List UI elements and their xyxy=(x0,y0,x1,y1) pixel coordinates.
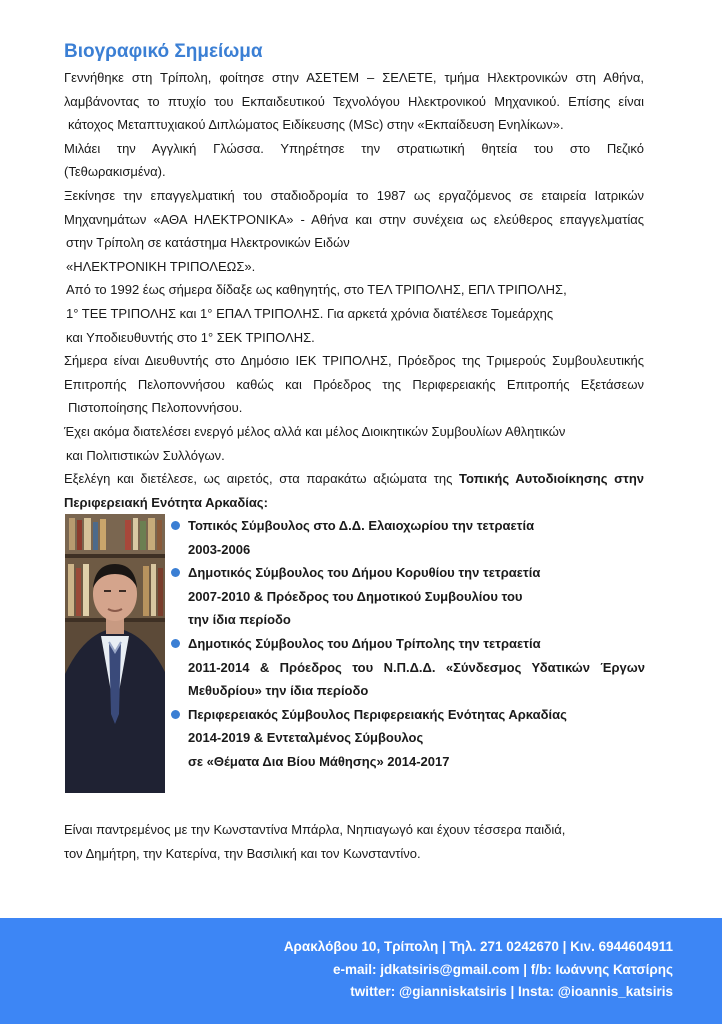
text-line: Πιστοποίησης Πελοποννήσου. xyxy=(68,400,243,416)
text-line: Μηχανημάτων «ΑΘΑ ΗΛΕΚΤΡΟΝΙΚΑ» - Αθήνα και στην συνέχεια ως ελεύθερος επαγγελματίας xyxy=(64,211,644,227)
text-line: Είναι παντρεμένος με την Κωνσταντίνα Μπάρλα, Νηπιαγωγό και έχουν τέσσερα παιδιά, xyxy=(64,822,566,837)
text-line: Από το 1992 έως σήμερα δίδαξε ως καθηγητής, στο ΤΕΛ ΤΡΙΠΟΛΗΣ, ΕΠΛ ΤΡΙΠΟΛΗΣ, xyxy=(66,282,567,298)
text-line: Έχει ακόμα διατελέσει ενεργό μέλος αλλά και μέλος Διοικητικών Συμβουλίων Αθλητικών xyxy=(64,423,566,439)
family-paragraph xyxy=(64,818,664,865)
paragraph-education xyxy=(64,66,644,137)
position-line: 2014-2019 & Εντεταλμένος Σύμβουλος xyxy=(188,730,424,746)
position-line: 2007-2010 & Πρόεδρος του Δημοτικού Συμβουλίου του xyxy=(188,588,523,604)
contact-footer xyxy=(0,918,722,1024)
list-item xyxy=(168,514,645,561)
text-line: Σήμερα είναι Διευθυντής στο Δημόσιο ΙΕΚ ΤΡΙΠΟΛΗΣ, Πρόεδρος της Τριμερούς Συμβουλευτικής xyxy=(64,353,644,369)
position-line: την ίδια περίοδο xyxy=(188,612,291,628)
text-line: Επιτροπής Πελοποννήσου καθώς και Πρόεδρος της Περιφερειακής Επιτροπής Εξετάσεων xyxy=(64,376,644,392)
bullet-icon xyxy=(171,710,180,719)
paragraph-teaching xyxy=(64,278,644,349)
text-line: κάτοχος Μεταπτυχιακού Διπλώματος Ειδίκευσης (MSc) στην «Εκπαίδευση Ενηλίκων». xyxy=(68,117,564,133)
page-title: Βιογραφικό Σημείωμα xyxy=(64,41,263,62)
bullet-icon xyxy=(171,521,180,530)
portrait-photo xyxy=(65,514,165,793)
positions-list xyxy=(168,514,645,774)
paragraph-associations xyxy=(64,420,644,467)
text-line: (Τεθωρακισμένα). xyxy=(64,164,166,180)
bullet-icon xyxy=(171,568,180,577)
paragraph-languages xyxy=(64,137,644,184)
text-line: Μιλάει την Αγγλική Γλώσσα. Υπηρέτησε την στρατιωτική θητεία του στο Πεζικό xyxy=(64,140,644,156)
footer-twitter-instagram: twitter: @gianniskatsiris | Insta: @ioannis_katsiris xyxy=(350,984,673,999)
text-line xyxy=(64,467,644,491)
list-item xyxy=(168,632,645,703)
text-line: 1° ΤΕΕ ΤΡΙΠΟΛΗΣ και 1° ΕΠΑΛ ΤΡΙΠΟΛΗΣ. Για αρκετά χρόνια διατέλεσε Τομεάρχης xyxy=(66,305,554,321)
text-line: «ΗΛΕΚΤΡΟΝΙΚΗ ΤΡΙΠΟΛΕΩΣ». xyxy=(66,258,256,274)
text-line: και Υποδιευθυντής στο 1° ΣΕΚ ΤΡΙΠΟΛΗΣ. xyxy=(66,329,315,345)
position-line: Δημοτικός Σύμβουλος του Δήμου Τρίπολης την τετραετία xyxy=(188,635,541,651)
text-line: Γεννήθηκε στη Τρίπολη, φοίτησε στην ΑΣΕΤΕΜ – ΣΕΛΕΤΕ, τμήμα Ηλεκτρονικών στη Αθήνα, xyxy=(64,70,644,85)
list-item xyxy=(168,561,645,632)
text-line: τον Δημήτρη, την Κατερίνα, την Βασιλική και τον Κωνσταντίνο. xyxy=(64,845,421,861)
text-intro: Εξελέγη και διετέλεσε, ως αιρετός, στα παρακάτω αξιώματα της xyxy=(64,471,460,487)
text-line: λαμβάνοντας το πτυχίο του Εκπαιδευτικού Τεχνολόγου Ηλεκτρονικού Μηχανικού. Επίσης είναι xyxy=(64,93,644,109)
text-line: στην Τρίπολη σε κατάστημα Ηλεκτρονικών Ειδών xyxy=(66,235,350,251)
text-line: και Πολιτιστικών Συλλόγων. xyxy=(66,447,225,463)
bullet-icon xyxy=(171,639,180,648)
position-line: Δημοτικός Σύμβουλος του Δήμου Κορυθίου την τετραετία xyxy=(188,565,541,581)
position-line: Μεθυδρίου» την ίδια περίοδο xyxy=(188,683,369,699)
paragraph-local-government xyxy=(64,467,644,514)
portrait-illustration xyxy=(65,514,165,793)
paragraph-current-role xyxy=(64,349,644,420)
position-line: 2003-2006 xyxy=(188,541,251,557)
position-line: 2011-2014 & Πρόεδρος του Ν.Π.Δ.Δ. «Σύνδεσμος Υδατικών Έργων xyxy=(188,659,645,675)
paragraph-career xyxy=(64,184,644,278)
position-line: Περιφερειακός Σύμβουλος Περιφερειακής Ενότητας Αρκαδίας xyxy=(188,706,567,722)
list-item xyxy=(168,703,645,774)
footer-address-phone: Αρακλόβου 10, Τρίπολη | Τηλ. 271 0242670 | Κιν. 6944604911 xyxy=(283,939,673,954)
text-line: Ξεκίνησε την επαγγελματική του σταδιοδρομία το 1987 ως εργαζόμενος σε εταιρεία Ιατρικών xyxy=(64,187,644,203)
text-bold: Τοπικής Αυτοδιοίκησης στην xyxy=(459,471,644,487)
biography-text xyxy=(64,66,644,514)
position-line: σε «Θέματα Δια Βίου Μάθησης» 2014-2017 xyxy=(188,753,450,769)
text-line: Περιφερειακή Ενότητα Αρκαδίας: xyxy=(64,494,268,510)
position-line: Τοπικός Σύμβουλος στο Δ.Δ. Ελαιοχωρίου την τετραετία xyxy=(188,518,535,533)
footer-email-facebook: e-mail: jdkatsiris@gmail.com | f/b: Ιωάννης Κατσίρης xyxy=(333,962,673,977)
